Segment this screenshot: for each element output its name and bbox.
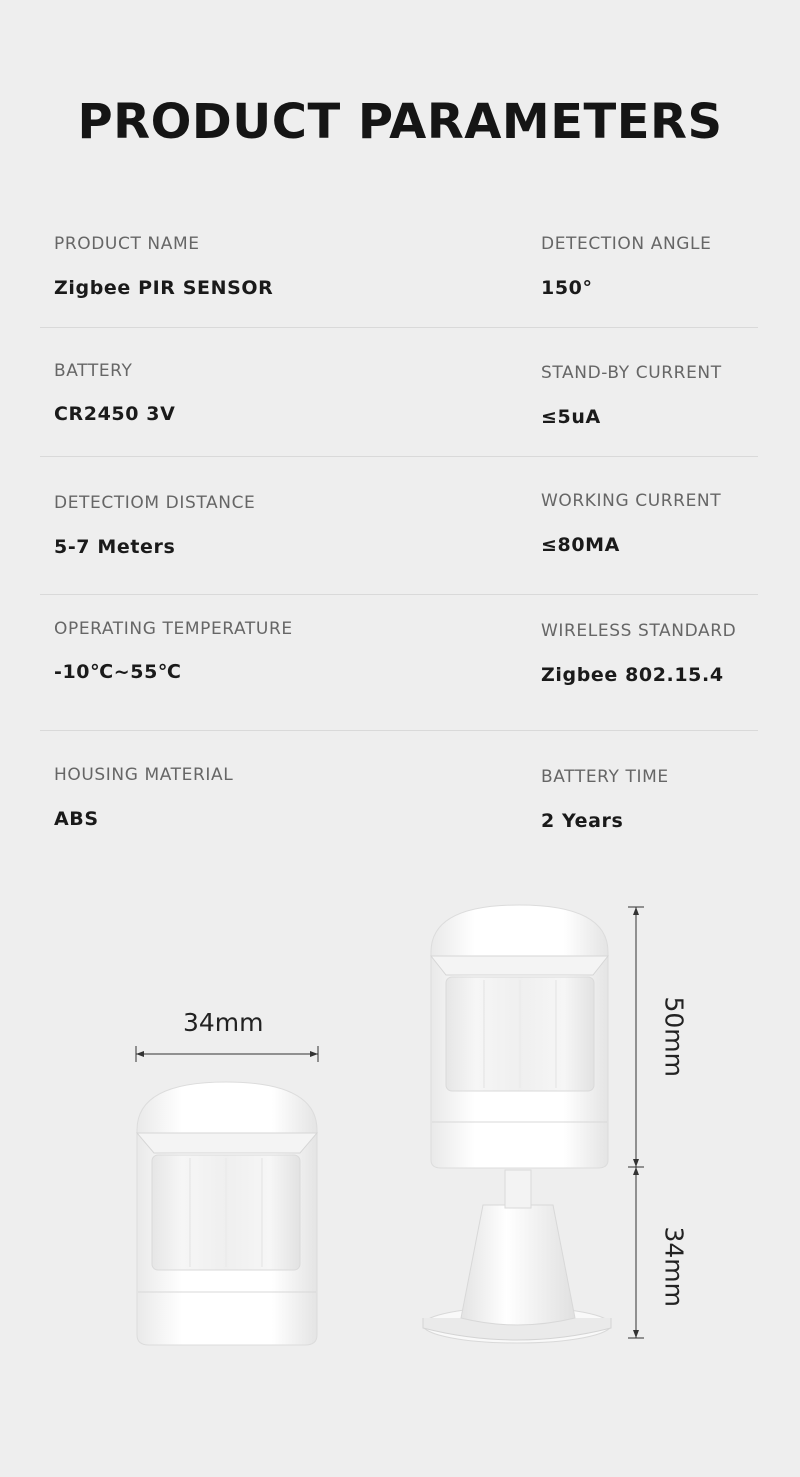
- detection-angle-label: DETECTION ANGLE: [541, 234, 712, 254]
- operating-temperature-value: -10℃~55℃: [54, 661, 182, 683]
- standby-current-label: STAND-BY CURRENT: [541, 363, 722, 383]
- housing-material-label: HOUSING MATERIAL: [54, 765, 234, 785]
- sensor-front-view: [137, 1082, 317, 1345]
- divider: [40, 730, 758, 731]
- wireless-standard-label: WIRELESS STANDARD: [541, 621, 737, 641]
- battery-time-label: BATTERY TIME: [541, 767, 669, 787]
- product-name-label: PRODUCT NAME: [54, 234, 200, 254]
- sensor-height-dimension-label: 50mm: [659, 996, 689, 1078]
- divider: [40, 327, 758, 328]
- battery-time-value: 2 Years: [541, 810, 624, 832]
- wireless-standard-value: Zigbee 802.15.4: [541, 664, 724, 686]
- stand-height-dimension-label: 34mm: [659, 1226, 689, 1308]
- detection-distance-label: DETECTIOM DISTANCE: [54, 493, 256, 513]
- detection-distance-value: 5-7 Meters: [54, 536, 176, 558]
- page-title: PRODUCT PARAMETERS: [77, 94, 723, 150]
- product-name-value: Zigbee PIR SENSOR: [54, 277, 274, 299]
- width-dimension-line: [136, 1046, 318, 1062]
- divider: [40, 594, 758, 595]
- standby-current-value: ≤5uA: [541, 406, 601, 428]
- battery-label: BATTERY: [54, 361, 133, 381]
- product-illustration: [0, 860, 800, 1477]
- working-current-value: ≤80MA: [541, 534, 620, 556]
- height-dimension-line: [628, 907, 644, 1338]
- working-current-label: WORKING CURRENT: [541, 491, 722, 511]
- sensor-side-view-with-stand: [423, 905, 611, 1343]
- divider: [40, 456, 758, 457]
- battery-value: CR2450 3V: [54, 403, 176, 425]
- width-dimension-label: 34mm: [183, 1008, 264, 1037]
- detection-angle-value: 150°: [541, 277, 593, 299]
- operating-temperature-label: OPERATING TEMPERATURE: [54, 619, 293, 639]
- housing-material-value: ABS: [54, 808, 99, 830]
